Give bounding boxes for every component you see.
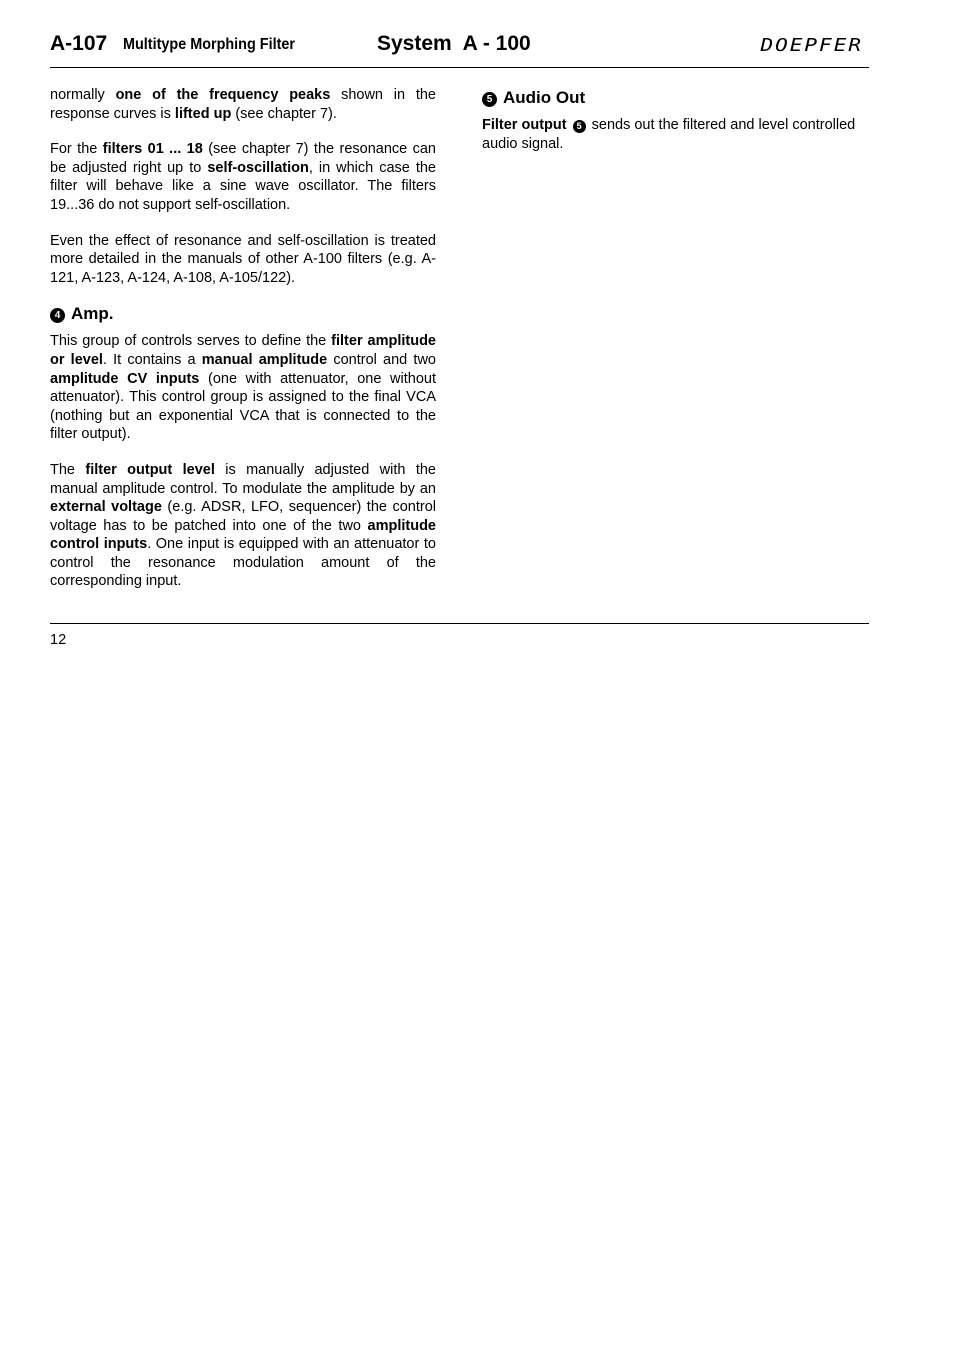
paragraph: For the filters 01 ... 18 (see chapter 7) the resonance can be adjusted right up to self-oscillation, in which case the filter will behave like a sine wave oscillator. The filters 19...36 do not support self-oscillation.: [50, 141, 436, 213]
number-badge-icon: 5: [482, 92, 497, 107]
section-heading-amp: [50, 304, 436, 324]
paragraph: The filter output level is manually adjusted with the manual amplitude control. To modulate the amplitude by an external voltage (e.g. ADSR, LFO, sequencer) the control voltage has to be patched into one of the two amplitude control inputs. One input is equipped with an attenuator to control the resonance modulation amount of the corresponding input.: [50, 461, 436, 590]
right-column: [482, 86, 869, 170]
number-badge-icon: 4: [50, 308, 65, 323]
system-title: System A - 100: [377, 32, 531, 55]
paragraph: normally one of the frequency peaks shown in the response curves is lifted up (see chapter 7).: [50, 87, 436, 122]
section-heading-audio-out: [482, 88, 869, 108]
model-number: A-107: [50, 32, 108, 55]
paragraph: Even the effect of resonance and self-oscillation is treated more detailed in the manuals of other A-100 filters (e.g. A-121, A-123, A-124, A-108, A-105/122).: [50, 232, 436, 286]
page-header: [50, 30, 869, 68]
section-title: Audio Out: [503, 88, 586, 107]
left-column: [50, 86, 436, 608]
section-title: Amp.: [71, 304, 114, 324]
paragraph: Filter output 5 sends out the filtered and level controlled audio signal.: [482, 117, 856, 152]
paragraph: This group of controls serves to define the filter amplitude or level. It contains a manual amplitude control and two amplitude CV inputs (one with attenuator, one without attenuator). This control group is assigned to the final VCA (nothing but an exponential VCA that is connected to the filter output).: [50, 333, 436, 443]
page-number: 12: [50, 632, 67, 648]
number-badge-icon: 5: [573, 120, 586, 133]
footer-divider: [50, 623, 869, 624]
model-name: Multitype Morphing Filter: [123, 36, 295, 53]
brand-logo: DOEPFER: [760, 34, 863, 56]
